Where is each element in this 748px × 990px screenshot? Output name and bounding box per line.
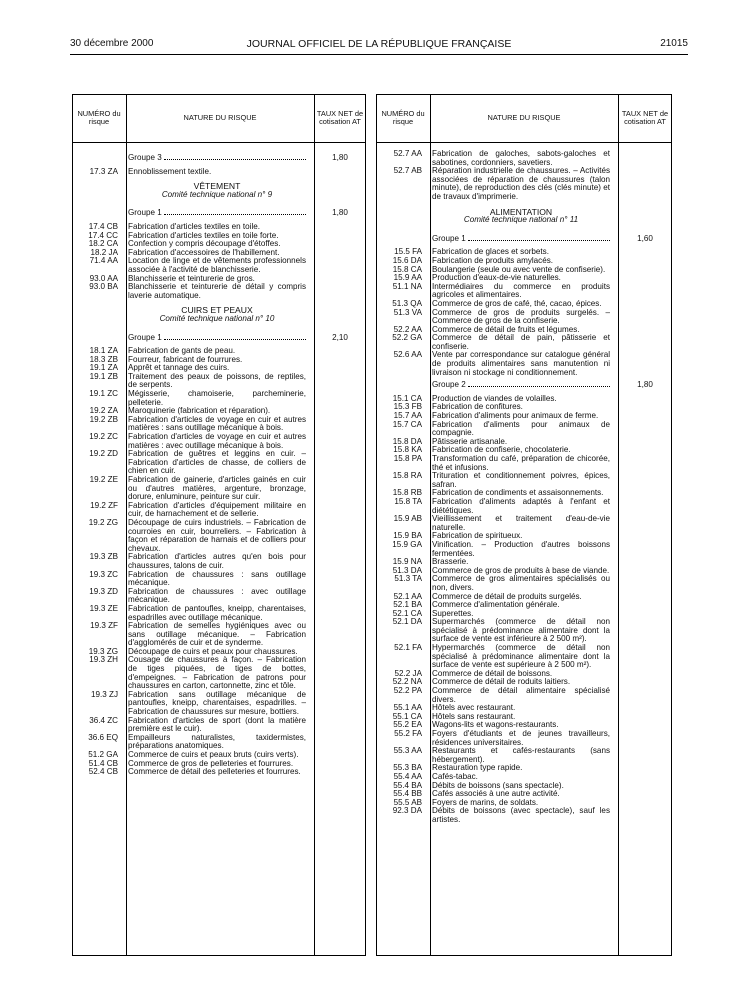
table-row: [376, 618, 672, 644]
risk-code: 52.1 DA: [392, 617, 422, 627]
risk-nature: Fabrication d'articles d'équipement militaire en cuir, de harnachement et de sellerie.: [128, 500, 306, 519]
risk-code: 51.2 GA: [88, 750, 118, 759]
journal-title: JOURNAL OFFICIEL DE LA RÉPUBLIQUE FRANÇAISE: [246, 38, 512, 50]
risk-nature: Foyers de marins, de soldats.: [432, 797, 539, 807]
table-row: [376, 575, 672, 592]
group-label: Groupe 1: [128, 332, 162, 342]
risk-nature: Vente par correspondance sur catalogue général de produits alimentaires sans manutention ni livraison ni stockage ni conditionnement.: [432, 350, 610, 377]
risk-nature: Commerce de détail alimentaire spécialisé divers.: [432, 686, 610, 704]
risk-code: 51.3 TA: [394, 574, 422, 584]
risk-nature: Fabrication de galoches, sabots-galoches et sabotines, cordonniers, savetiers.: [432, 149, 610, 167]
committee-label: Comité technique national n° 10: [159, 313, 275, 323]
table-row: [72, 553, 366, 570]
table-row: [72, 450, 366, 476]
risk-code: 19.2 ZG: [88, 517, 118, 527]
risk-code: 52.2 NA: [392, 677, 422, 687]
risk-nature: Traitement des peaux de poissons, de reptiles, de serpents.: [128, 371, 306, 390]
risk-code: 15.9 GA: [392, 539, 422, 549]
risk-nature: Commerce de détail de boissons.: [432, 668, 553, 678]
risk-nature: Cousage de chaussures à façon. – Fabrication de tiges piquées, de tiges de bottes, d'empeignes. – Fabrication de patrons pour chaussures en carton, cartonnette, zinc et tôle.: [128, 655, 306, 691]
header-taux: TAUX NET de cotisation AT: [316, 109, 364, 126]
risk-nature: Wagons-lits et wagons-restaurants.: [432, 720, 559, 730]
group-row: [72, 209, 366, 218]
risk-code: 17.4 CC: [88, 230, 118, 240]
risk-code: 15.1 CA: [392, 393, 422, 403]
risk-nature: Empailleurs naturalistes, taxidermistes, préparations anatomiques.: [128, 732, 306, 751]
risk-code: 15.6 DA: [392, 255, 422, 265]
risk-code: 19.3 ZH: [89, 655, 118, 665]
risk-code: 15.8 DA: [392, 436, 422, 446]
risk-nature: Mégisserie, chamoiserie, parcheminerie, pelleterie.: [128, 389, 306, 407]
table-row: [72, 622, 366, 648]
header-taux: TAUX NET de cotisation AT: [621, 109, 669, 126]
group-label: Groupe 1: [128, 208, 162, 218]
table-row: [376, 421, 672, 438]
risk-nature: Commerce de cuirs et peaux bruts (cuirs verts).: [128, 750, 299, 759]
group-row: [376, 235, 672, 244]
risk-nature: Fabrication sans outillage mécanique de pantoufles, kneipp, charentaises, espadrilles. – Fabrication de chaussures sur mesure, bottiers.: [128, 689, 306, 717]
leader-dots: [164, 159, 306, 160]
risk-code: 55.4 AA: [393, 771, 422, 781]
table-row: [72, 433, 366, 450]
table-row: [376, 498, 672, 515]
risk-nature: Découpage de cuirs industriels. – Fabrication de courroies en cuir, bourreliers. – Fabrication à façon et réparation de harnais et de colliers pour chevaux.: [128, 517, 306, 553]
risk-nature: Pâtisserie artisanale.: [432, 436, 508, 446]
risk-code: 36.4 ZC: [89, 715, 118, 725]
risk-code: 15.8 CA: [392, 264, 422, 274]
table-row: [72, 734, 366, 751]
risk-nature: Supermarchés (commerce de détail non spécialisé à prédominance alimentaire dont la surface de vente est inférieure à 2 500 m²).: [432, 617, 610, 644]
risk-nature: Fabrication de semelles hygiéniques avec ou sans outillage mécanique. – Fabrication d'agglomérés de cuir et de synderme.: [128, 621, 306, 648]
table-row: [72, 588, 366, 605]
risk-nature: Confection y compris découpage d'étoffes.: [128, 239, 281, 249]
risk-nature: Fabrication d'articles textiles en toile.: [128, 221, 261, 231]
table-body-left: [72, 150, 366, 777]
risk-code: 19.3 ZG: [88, 646, 118, 656]
risk-code: 15.9 BA: [393, 531, 422, 541]
risk-nature: Commerce de gros de produits surgelés. – Commerce de gros de la confiserie.: [432, 307, 610, 326]
risk-nature: Vieillissement et traitement d'eau-de-vie naturelle.: [432, 514, 610, 532]
risk-code: 55.1 CA: [392, 711, 422, 721]
risk-table-right: [376, 94, 672, 956]
table-row: [72, 691, 366, 717]
table-row: [376, 351, 672, 377]
table-row: [376, 747, 672, 764]
table-row: [376, 283, 672, 300]
risk-code: 19.2 ZB: [89, 414, 118, 424]
table-row: [376, 644, 672, 670]
risk-code: 51.3 VA: [393, 307, 422, 317]
risk-code: 93.0 BA: [89, 282, 118, 292]
risk-nature: Fabrication d'aliments adaptés à l'enfant et diététiques.: [432, 496, 610, 515]
risk-code: 55.1 AA: [393, 703, 422, 713]
risk-nature: Commerce de gros alimentaires spécialisés ou non, divers.: [432, 574, 610, 592]
risk-nature: Hypermarchés (commerce de détail non spécialisé à prédominance alimentaire dont la surface de vente est supérieure à 2 500 m²).: [432, 643, 610, 670]
risk-nature: Restaurants et cafés-restaurants (sans hébergement).: [432, 746, 610, 764]
risk-code: 19.1 ZC: [89, 389, 118, 399]
risk-code: 19.2 ZF: [90, 500, 118, 510]
risk-nature: Commerce de détail de produits surgelés.: [432, 591, 582, 601]
risk-nature: Débits de boissons (avec spectacle), sauf les artistes.: [432, 806, 610, 824]
group-rate: 1,60: [637, 233, 653, 243]
risk-nature: Fabrication d'articles textiles en toile forte.: [128, 230, 279, 240]
risk-nature: Transformation du café, préparation de chicorée, thé et infusions.: [432, 454, 610, 472]
risk-code: 52.2 AA: [393, 324, 422, 334]
risk-code: 71.4 AA: [89, 256, 118, 266]
table-row: [72, 768, 366, 777]
risk-nature: Commerce de gros de produits à base de viande.: [432, 565, 610, 575]
risk-code: 15.8 PA: [393, 454, 422, 463]
committee-label: Comité technique national n° 9: [161, 189, 273, 199]
risk-code: 93.0 AA: [89, 273, 118, 283]
risk-code: 18.2 CA: [88, 239, 118, 249]
risk-nature: Commerce de détail de fruits et légumes.: [432, 324, 580, 334]
table-row: [72, 168, 366, 177]
risk-nature: Cafés associés à une autre activité.: [432, 789, 560, 799]
risk-code: 55.3 AA: [393, 746, 422, 756]
risk-code: 55.2 FA: [394, 729, 422, 738]
risk-code: 15.7 AA: [393, 411, 422, 421]
table-row: [376, 309, 672, 326]
risk-code: 15.3 FB: [393, 402, 422, 412]
table-row: [72, 476, 366, 502]
risk-nature: Cafés-tabac.: [432, 771, 478, 781]
risk-nature: Fabrication de condiments et assaisonnements.: [432, 488, 604, 498]
risk-nature: Fabrication d'articles autres qu'en bois pour chaussures, talons de cuir.: [128, 552, 306, 570]
risk-code: 17.4 CB: [88, 221, 118, 231]
group-label: Groupe 3: [128, 153, 162, 162]
group-label: Groupe 1: [432, 233, 466, 243]
risk-code: 52.2 GA: [392, 333, 422, 343]
risk-nature: Fourreur, fabricant de fourrures.: [128, 354, 243, 364]
risk-code: 52.2 PA: [393, 686, 422, 696]
risk-code: 19.2 ZC: [89, 432, 118, 442]
risk-code: 19.3 ZJ: [91, 689, 118, 699]
table-body-right: [376, 150, 672, 825]
risk-code: 19.3 ZC: [89, 569, 118, 579]
risk-code: 36.6 EQ: [88, 732, 118, 742]
leader-dots: [164, 214, 306, 215]
risk-code: 52.1 AA: [393, 591, 422, 601]
risk-nature: Intermédiaires du commerce en produits agricoles et alimentaires.: [432, 281, 610, 300]
table-row: [376, 515, 672, 532]
risk-nature: Fabrication de gants de peau.: [128, 346, 236, 356]
risk-code: 15.9 AB: [393, 514, 422, 524]
risk-code: 92.3 DA: [392, 806, 422, 816]
risk-nature: Fabrication de pantoufles, kneipp, charentaises, espadrilles avec outillage mécanique.: [128, 603, 306, 622]
risk-code: 15.8 TA: [394, 496, 422, 506]
group-rate: 2,10: [332, 332, 348, 342]
group-rate: 1,80: [332, 153, 348, 162]
risk-table-left: [72, 94, 366, 956]
risk-nature: Restauration type rapide.: [432, 763, 523, 773]
risk-code: 55.2 EA: [393, 720, 422, 730]
risk-code: 19.3 ZB: [89, 552, 118, 562]
leader-dots: [468, 386, 610, 387]
risk-code: 19.3 ZF: [90, 621, 118, 631]
risk-code: 52.7 AB: [393, 166, 422, 176]
table-row: [72, 416, 366, 433]
risk-code: 15.9 NA: [392, 557, 422, 567]
table-row: [376, 730, 672, 747]
risk-code: 52.1 BA: [393, 600, 422, 610]
table-row: [72, 283, 366, 300]
risk-nature: Blanchisserie et teinturerie de gros.: [128, 273, 255, 283]
table-row: [376, 455, 672, 472]
risk-nature: Commerce d'alimentation générale.: [432, 600, 560, 610]
header-nature: NATURE DU RISQUE: [487, 113, 561, 123]
table-row: [72, 571, 366, 588]
risk-nature: Production d'eaux-de-vie naturelles.: [432, 273, 561, 283]
risk-code: 52.1 FA: [394, 643, 422, 653]
risk-nature: Ennoblissement textile.: [128, 166, 212, 176]
header-date: 30 décembre 2000: [70, 38, 154, 49]
table-row: [72, 656, 366, 690]
risk-nature: Fabrication de chaussures : sans outillage mécanique.: [128, 569, 306, 588]
risk-code: 51.4 CB: [88, 758, 118, 768]
risk-code: 19.3 ZD: [89, 586, 118, 596]
risk-nature: Découpage de cuirs et peaux pour chaussures.: [128, 646, 298, 656]
risk-nature: Fabrication d'articles de sport (dont la matière première est le cuir).: [128, 715, 306, 734]
risk-nature: Fabrication de gainerie, d'articles gainés en cuir ou d'autres matières, argenture, bronzage, dorure, enluminure, peinture sur cuir.: [128, 475, 306, 502]
group-row: [72, 334, 366, 343]
risk-nature: Fabrication de chaussures : avec outillage mécanique.: [128, 586, 306, 605]
risk-code: 15.8 KA: [393, 445, 422, 455]
risk-code: 19.1 ZA: [89, 363, 118, 373]
risk-code: 19.2 ZD: [89, 449, 118, 459]
table-row: [376, 541, 672, 558]
risk-nature: Fabrication de spiritueux.: [432, 531, 523, 541]
table-row: [72, 519, 366, 553]
risk-nature: Commerce de détail de pain, pâtisserie et confiserie.: [432, 333, 610, 351]
risk-nature: Fabrication d'aliments pour animaux de ferme.: [432, 411, 599, 421]
risk-nature: Fabrication d'accessoires de l'habillement.: [128, 247, 280, 257]
risk-nature: Débits de boissons (sans spectacle).: [432, 780, 564, 790]
risk-code: 52.2 JA: [394, 668, 422, 678]
risk-code: 55.3 BA: [393, 763, 422, 773]
table-row: [376, 167, 672, 201]
committee-label: Comité technique national n° 11: [463, 215, 579, 225]
risk-code: 15.7 CA: [392, 419, 422, 429]
header-numero: NUMÉRO du risque: [381, 109, 425, 126]
risk-nature: Apprêt et tannage des cuirs.: [128, 363, 230, 373]
section-title: ALIMENTATION: [489, 206, 553, 217]
risk-code: 52.6 AA: [393, 350, 422, 360]
risk-code: 18.1 ZA: [89, 346, 118, 356]
section-title: VÊTEMENT: [193, 181, 241, 192]
risk-nature: Fabrication d'aliments pour animaux de compagnie.: [432, 419, 610, 438]
risk-code: 19.3 ZE: [89, 603, 118, 613]
risk-code: 15.5 FA: [394, 247, 422, 257]
risk-nature: Fabrication de confitures.: [432, 402, 523, 412]
leader-dots: [468, 240, 610, 241]
risk-nature: Commerce de détail des pelleteries et fourrures.: [128, 767, 301, 777]
risk-code: 52.4 CB: [88, 767, 118, 777]
table-row: [376, 472, 672, 489]
group-row: [72, 154, 366, 163]
risk-code: 19.2 ZE: [89, 475, 118, 484]
risk-code: 51.3 DA: [392, 565, 422, 575]
risk-code: 55.4 BB: [393, 789, 422, 799]
risk-code: 17.3 ZA: [89, 166, 118, 176]
risk-code: 18.2 JA: [90, 247, 118, 257]
risk-nature: Blanchisserie et teinturerie de détail y compris laverie automatique.: [128, 282, 306, 300]
risk-nature: Hôtels avec restaurant.: [432, 703, 516, 713]
risk-nature: Boulangerie (seule ou avec vente de confiserie).: [432, 264, 606, 274]
group-label: Groupe 2: [432, 380, 466, 390]
page-number: 21015: [660, 38, 688, 49]
table-row: [376, 334, 672, 351]
risk-code: 55.5 AB: [393, 797, 422, 807]
risk-code: 52.7 AA: [393, 149, 422, 158]
risk-code: 19.2 ZA: [89, 406, 118, 416]
risk-code: 52.1 CA: [392, 608, 422, 618]
risk-nature: Fabrication d'articles de voyage en cuir et autres matières : avec outillage mécanique à bois.: [128, 432, 306, 450]
risk-code: 19.1 ZB: [89, 371, 118, 381]
risk-nature: Hôtels sans restaurant.: [432, 711, 516, 721]
section-title: CUIRS ET PEAUX: [181, 305, 253, 316]
risk-code: 18.3 ZB: [89, 354, 118, 364]
risk-code: 51.3 QA: [392, 298, 422, 308]
header-numero: NUMÉRO du risque: [77, 109, 121, 126]
table-row: [376, 807, 672, 824]
table-row: [376, 687, 672, 704]
risk-nature: Commerce de gros de pelleteries et fourrures.: [128, 758, 294, 768]
group-row: [376, 381, 672, 390]
table-row: [72, 717, 366, 734]
group-rate: 1,80: [637, 380, 653, 390]
header-nature: NATURE DU RISQUE: [183, 113, 257, 123]
table-row: [376, 150, 672, 167]
risk-nature: Fabrication de confiserie, chocolaterie.: [432, 445, 571, 455]
risk-nature: Fabrication de produits amylacés.: [432, 255, 554, 265]
risk-code: 15.9 AA: [393, 273, 422, 283]
risk-nature: Réparation industrielle de chaussures. – Activités associées de réparation de chaussures (talon minute), de reproduction des clés (clés minute) et de travaux d'imprimerie.: [432, 166, 610, 201]
risk-nature: Trituration et conditionnement poivres, épices, safran.: [432, 471, 610, 489]
risk-nature: Foyers d'étudiants et de jeunes travailleurs, résidences universitaires.: [432, 729, 610, 747]
risk-nature: Production de viandes de volailles.: [432, 393, 557, 403]
table-row: [72, 257, 366, 274]
risk-nature: Maroquinerie (fabrication et réparation).: [128, 406, 271, 416]
risk-code: 15.8 RA: [392, 471, 422, 481]
table-row: [72, 502, 366, 519]
risk-nature: Fabrication de glaces et sorbets.: [432, 247, 549, 257]
risk-code: 15.8 RB: [392, 488, 422, 498]
leader-dots: [164, 339, 306, 340]
risk-nature: Superettes.: [432, 608, 474, 618]
table-row: [72, 390, 366, 407]
risk-nature: Fabrication de guêtres et leggins en cuir. – Fabrication d'articles de chasse, de colliers de chien en cuir.: [128, 449, 306, 476]
risk-nature: Commerce de détail de roduits laitiers.: [432, 677, 571, 687]
table-row: [72, 605, 366, 622]
risk-nature: Brasserie.: [432, 557, 469, 567]
risk-nature: Location de linge et de vêtements professionnels associée à l'activité de blanchisserie.: [128, 256, 306, 274]
risk-code: 51.1 NA: [392, 281, 422, 291]
risk-nature: Commerce de gros de café, thé, cacao, épices.: [432, 298, 602, 308]
risk-nature: Vinification. – Production d'autres boissons fermentées.: [432, 539, 610, 558]
risk-nature: Fabrication d'articles de voyage en cuir et autres matières : sans outillage mécanique à bois.: [128, 414, 306, 433]
group-rate: 1,80: [332, 208, 348, 218]
risk-code: 55.4 BA: [393, 780, 422, 790]
header-rule: [70, 54, 688, 55]
table-row: [72, 373, 366, 390]
